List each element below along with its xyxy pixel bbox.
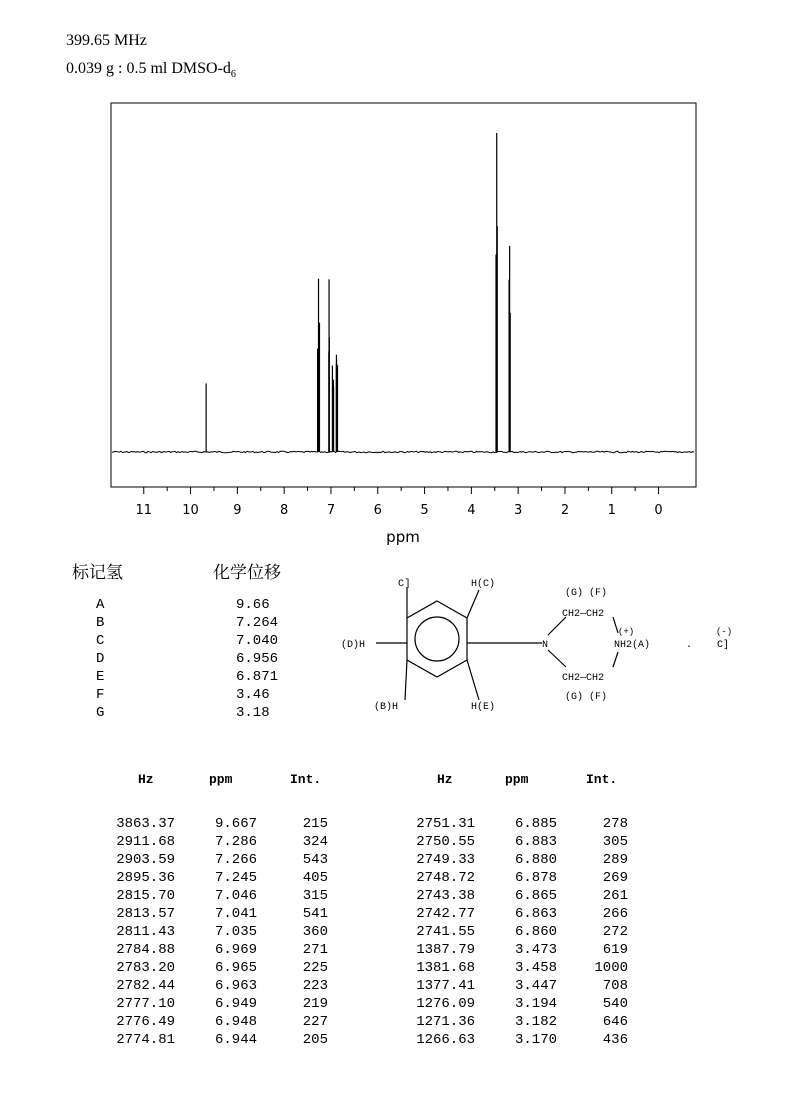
peak-int: 266 — [602, 906, 628, 922]
bond-he — [467, 660, 479, 700]
peak-int: 543 — [302, 852, 328, 868]
peak-hz: 2741.55 — [416, 924, 475, 940]
peak-ppm: 6.863 — [514, 906, 557, 922]
peak-ppm: 3.473 — [514, 942, 557, 958]
peak-ppm: 7.041 — [214, 906, 257, 922]
peak-row — [100, 1014, 340, 1032]
peak-int: 227 — [302, 1014, 328, 1030]
peak-ppm: 7.245 — [214, 870, 257, 886]
peak-int: 272 — [602, 924, 628, 940]
sample-subscript: 6 — [230, 69, 236, 81]
h-c-top: H(C) — [471, 579, 496, 590]
peak-int: 219 — [302, 996, 328, 1012]
peak-table-right — [400, 816, 640, 1050]
b-h: (B)H — [374, 702, 399, 713]
peak-int: 1000 — [594, 960, 628, 976]
peak-row — [100, 1032, 340, 1050]
peak-int: 261 — [602, 888, 628, 904]
peak-ppm: 3.447 — [514, 978, 557, 994]
peak-int: 269 — [602, 870, 628, 886]
minus-charge: (-) — [716, 627, 733, 637]
h-e: H(E) — [471, 702, 496, 713]
right-header-int: Int. — [586, 772, 618, 787]
peak-hz: 3863.37 — [116, 816, 175, 832]
spectrometer-frequency: 399.65 MHz — [66, 32, 147, 49]
assignment-shift: 6.871 — [236, 669, 279, 685]
g-f-bottom: (G) (F) — [565, 692, 608, 703]
assignment-label: G — [96, 705, 105, 721]
peak-hz: 2743.38 — [416, 888, 475, 904]
peak-hz: 2895.36 — [116, 870, 175, 886]
assignment-shift: 7.040 — [236, 633, 279, 649]
peak-int: 315 — [302, 888, 328, 904]
peak-row — [400, 816, 640, 834]
peak-int: 541 — [302, 906, 328, 922]
plus-charge: (+) — [618, 627, 635, 637]
left-header-ppm: ppm — [209, 772, 233, 787]
peak-hz: 2774.81 — [116, 1032, 175, 1048]
peak-ppm: 6.885 — [514, 816, 557, 832]
peak-hz: 2748.72 — [416, 870, 475, 886]
ch2-bottom: CH2—CH2 — [562, 673, 605, 684]
tick-label: 10 — [182, 503, 199, 518]
peak-ppm: 3.194 — [514, 996, 557, 1012]
peak-row — [400, 1032, 640, 1050]
peak-int: 271 — [302, 942, 328, 958]
peak-hz: 1271.36 — [416, 1014, 475, 1030]
peak-hz: 1387.79 — [416, 942, 475, 958]
x-axis-label: ppm — [386, 528, 420, 546]
peak-row — [400, 924, 640, 942]
peak-ppm: 7.046 — [214, 888, 257, 904]
peak-ppm: 9.667 — [214, 816, 257, 832]
peak-hz: 1377.41 — [416, 978, 475, 994]
peak-int: 215 — [302, 816, 328, 832]
peak-row — [100, 924, 340, 942]
tick-label: 9 — [233, 503, 242, 518]
peak-int: 619 — [602, 942, 628, 958]
left-header-int: Int. — [290, 772, 322, 787]
peak-ppm: 6.880 — [514, 852, 557, 868]
peak-int: 225 — [302, 960, 328, 976]
peak-ppm: 6.948 — [214, 1014, 257, 1030]
benzene-circle — [415, 617, 459, 661]
peak-row — [400, 870, 640, 888]
peak-ppm: 6.865 — [514, 888, 557, 904]
peak-hz: 2911.68 — [116, 834, 175, 850]
peak-row — [100, 942, 340, 960]
assignment-shift: 3.18 — [236, 705, 270, 721]
peak-ppm: 6.883 — [514, 834, 557, 850]
peak-hz: 2815.70 — [116, 888, 175, 904]
peak-hz: 2783.20 — [116, 960, 175, 976]
peak-row — [400, 960, 640, 978]
peak-row — [400, 996, 640, 1014]
peak-hz: 1266.63 — [416, 1032, 475, 1048]
assignment-col2-title: 化学位移 — [213, 563, 281, 583]
peak-int: 223 — [302, 978, 328, 994]
peak-ppm: 3.182 — [514, 1014, 557, 1030]
left-header-hz: Hz — [138, 772, 154, 787]
peak-ppm: 6.944 — [214, 1032, 257, 1048]
peak-row — [100, 960, 340, 978]
right-header-hz: Hz — [437, 772, 453, 787]
peak-row — [100, 870, 340, 888]
g-f-top: (G) (F) — [565, 588, 608, 599]
bond-hc — [467, 590, 479, 618]
peak-ppm: 3.170 — [514, 1032, 557, 1048]
assignment-shift: 6.956 — [236, 651, 279, 667]
d-h: (D)H — [341, 640, 366, 651]
assignment-col1-title: 标记氢 — [72, 563, 123, 583]
peak-ppm: 6.860 — [514, 924, 557, 940]
peak-ppm: 7.035 — [214, 924, 257, 940]
bond-bh — [405, 660, 407, 700]
assignment-label: F — [96, 687, 105, 703]
ch2-top: CH2—CH2 — [562, 609, 605, 620]
assignment-shift: 3.46 — [236, 687, 270, 703]
peak-hz: 1381.68 — [416, 960, 475, 976]
peak-row — [400, 1014, 640, 1032]
peak-row — [400, 978, 640, 996]
salt-dot: . — [686, 640, 693, 651]
tick-label: 0 — [654, 503, 663, 518]
peak-hz: 2742.77 — [416, 906, 475, 922]
peak-row — [100, 996, 340, 1014]
peak-hz: 2903.59 — [116, 852, 175, 868]
peak-hz: 2782.44 — [116, 978, 175, 994]
assignment-label: C — [96, 633, 105, 649]
peak-hz: 2811.43 — [116, 924, 175, 940]
tick-label: 1 — [607, 503, 616, 518]
peak-ppm: 7.286 — [214, 834, 257, 850]
peak-ppm: 6.969 — [214, 942, 257, 958]
tick-label: 6 — [373, 503, 382, 518]
assignment-shift: 7.264 — [236, 615, 279, 631]
cl-substituent: C] — [398, 579, 412, 590]
peak-hz: 1276.09 — [416, 996, 475, 1012]
peak-int: 360 — [302, 924, 328, 940]
peak-int: 278 — [602, 816, 628, 832]
peak-row — [100, 978, 340, 996]
bond-bot-nh — [613, 652, 618, 667]
assignment-label: E — [96, 669, 105, 685]
peak-hz: 2784.88 — [116, 942, 175, 958]
peak-ppm: 6.965 — [214, 960, 257, 976]
peak-int: 708 — [602, 978, 628, 994]
peak-int: 324 — [302, 834, 328, 850]
peak-ppm: 7.266 — [214, 852, 257, 868]
peak-int: 436 — [602, 1032, 628, 1048]
assignment-label: A — [96, 597, 105, 613]
benzene-ring — [407, 601, 467, 677]
peak-int: 205 — [302, 1032, 328, 1048]
peak-hz: 2750.55 — [416, 834, 475, 850]
tick-label: 2 — [560, 503, 570, 518]
right-header-ppm: ppm — [505, 772, 529, 787]
peak-row — [100, 906, 340, 924]
assignment-shift: 9.66 — [236, 597, 270, 613]
peak-ppm: 6.949 — [214, 996, 257, 1012]
peak-hz: 2751.31 — [416, 816, 475, 832]
tick-label: 5 — [420, 503, 429, 518]
tick-label: 11 — [135, 503, 153, 518]
sample-text: 0.039 g : 0.5 ml DMSO-d — [66, 60, 231, 77]
tick-label: 3 — [514, 503, 523, 518]
nh2-a: NH2(A) — [614, 640, 651, 651]
bond-n-bot — [548, 650, 566, 667]
tick-label: 4 — [467, 503, 476, 518]
peak-row — [100, 834, 340, 852]
n-atom: N — [542, 640, 549, 651]
peak-hz: 2776.49 — [116, 1014, 175, 1030]
peak-int: 405 — [302, 870, 328, 886]
peak-ppm: 6.963 — [214, 978, 257, 994]
peak-row — [100, 888, 340, 906]
peak-int: 646 — [602, 1014, 628, 1030]
peak-row — [100, 816, 340, 834]
peak-row — [100, 852, 340, 870]
peak-row — [400, 888, 640, 906]
peak-int: 289 — [602, 852, 628, 868]
peak-hz: 2749.33 — [416, 852, 475, 868]
assignment-label: D — [96, 651, 105, 667]
peak-row — [400, 852, 640, 870]
peak-hz: 2777.10 — [116, 996, 175, 1012]
chloride-ion: C] — [717, 640, 730, 651]
tick-label: 8 — [280, 503, 289, 518]
peak-ppm: 6.878 — [514, 870, 557, 886]
peak-row — [400, 942, 640, 960]
peak-row — [400, 906, 640, 924]
peak-row — [400, 834, 640, 852]
peak-int: 305 — [602, 834, 628, 850]
tick-label: 7 — [326, 503, 336, 518]
peak-int: 540 — [602, 996, 628, 1012]
assignment-label: B — [96, 615, 105, 631]
peak-table-left — [100, 816, 340, 1050]
peak-ppm: 3.458 — [514, 960, 557, 976]
peak-hz: 2813.57 — [116, 906, 175, 922]
